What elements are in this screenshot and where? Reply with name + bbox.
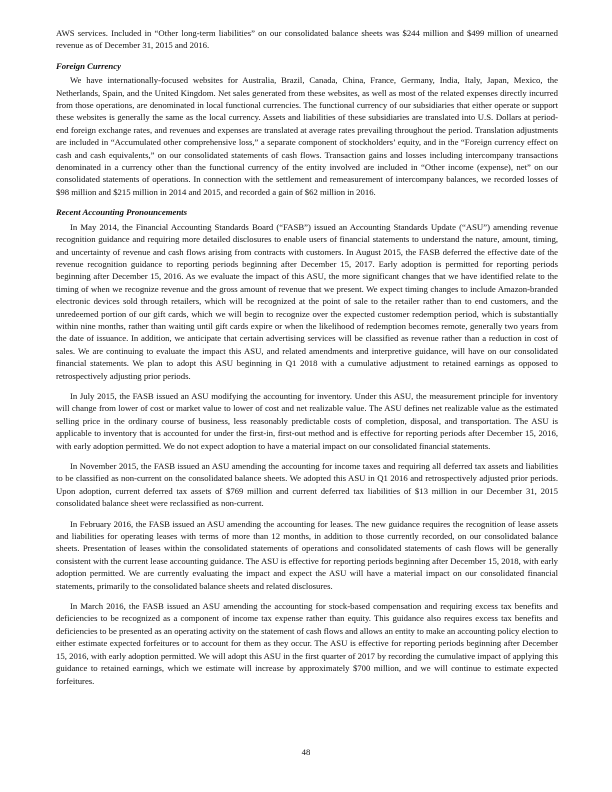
foreign-currency-paragraph: We have internationally-focused websites for Australia, Brazil, Canada, China, France, Germany, India, Italy, Japan, Mexico, the Netherlands, Spain, and the United Kingdom. Net sales generated from these websites, as well as most of the related expenses directly incurred from those operations, are denominated in local functional currencies. The functional currency of our subsidiaries that either operate or support these websites is generally the same as the local currency. Assets and liabilities of these subsidiaries are translated into U.S. Dollars at period-end foreign exchange rates, and revenues and expenses are translated at average rates prevailing throughout the period. Translation adjustments are included in “Accumulated other comprehensive loss,” a separate component of stockholders’ equity, and in the “Foreign currency effect on cash and cash equivalents,” on our consolidated statements of cash flows. Transaction gains and losses including intercompany transactions denominated in a currency other than the functional currency of the entity involved are included in “Other income (expense), net” on our consolidated statements of operations. In connection with the settlement and remeasurement of intercompany balances, we recorded losses of $98 million and $215 million in 2014 and 2015, and recorded a gain of $62 million in 2016. [56, 75, 558, 197]
pronouncement-paragraph-july-2015: In July 2015, the FASB issued an ASU modifying the accounting for inventory. Under this ASU, the measurement principle for inventory will change from lower of cost or market value to lower of cost and net realizable value. The ASU defines net realizable value as the estimated selling price in the ordinary course of business, less reasonably predictable costs of completion, disposal, and transportation. The ASU is applicable to inventory that is accounted for under the first-in, first-out method and is effective for reporting periods after December 15, 2016, with early adoption permitted. We do not expect adoption to have a material impact on our consolidated financial statements. [56, 390, 558, 451]
pronouncement-paragraph-february-2016: In February 2016, the FASB issued an ASU amending the accounting for leases. The new guidance requires the recognition of lease assets and liabilities for operating leases with terms of more than 12 months, in addition to those currently recorded, on our consolidated balance sheets. Presentation of leases within the consolidated statements of operations and consolidated statements of cash flows will be generally consistent with the current lease accounting guidance. The ASU is effective for reporting periods beginning after December 15, 2018, with early adoption permitted. We are currently evaluating the impact and expect the ASU will have a material impact on our consolidated financial statements, primarily to the consolidated balance sheets and related disclosures. [56, 518, 558, 591]
recent-pronouncements-heading: Recent Accounting Pronouncements [56, 207, 187, 218]
pronouncement-paragraph-march-2016: In March 2016, the FASB issued an ASU amending the accounting for stock-based compensation and requiring excess tax benefits and deficiencies to be recognized as a component of income tax expense rather than equity. This guidance also requires excess tax benefits and deficiencies to be presented as an operating activity on the statement of cash flows and allows an entity to make an accounting policy election to either estimate expected forfeitures or to account for them as they occur. The ASU is effective for reporting periods beginning after December 15, 2016, with early adoption permitted. We will adopt this ASU in the first quarter of 2017 by recording the cumulative impact of applying this guidance to retained earnings, which we estimate will increase by approximately $700 million, and we will continue to estimate expected forfeitures. [56, 601, 558, 686]
intro-paragraph: AWS services. Included in “Other long-term liabilities” on our consolidated balance sheets was $244 million and $499 million of unearned revenue as of December 31, 2015 and 2016. [56, 28, 558, 51]
page-number: 48 [301, 747, 311, 757]
document-page [56, 27, 558, 687]
pronouncement-paragraph-may-2014: In May 2014, the Financial Accounting Standards Board (“FASB”) issued an Accounting Standards Update (“ASU”) amending revenue recognition guidance and requiring more detailed disclosures to enable users of financial statements to understand the nature, amount, timing, and uncertainty of revenue and cash flows arising from contracts with customers. In August 2015, the FASB deferred the effective date of the revenue recognition guidance to reporting periods beginning after December 15, 2017. Early adoption is permitted for reporting periods beginning after December 15, 2016. As we evaluate the impact of this ASU, the more significant changes that we have identified relate to the timing of when we recognize revenue and the gross amount of revenue that we present. We expect timing changes to include Amazon-branded electronic devices sold through retailers, which will be recognized at the point of sale to the retailer rather than to end customers, and the unredeemed portion of our gift cards, which we will begin to recognize over the expected customer redemption period, which is substantially within nine months, rather than waiting until gift cards expire or when the likelihood of redemption becomes remote, generally two years from the date of issuance. In addition, we anticipate that certain advertising services will be classified as revenue rather than a reduction in cost of sales. We are continuing to evaluate the impact this ASU, and related amendments and interpretive guidance, will have on our consolidated financial statements. We plan to adopt this ASU beginning in Q1 2018 with a cumulative adjustment to retained earnings as opposed to retrospectively adjusting prior periods. [56, 221, 558, 381]
pronouncement-paragraph-november-2015: In November 2015, the FASB issued an ASU amending the accounting for income taxes and requiring all deferred tax assets and liabilities to be classified as non-current on the consolidated balance sheets. We adopted this ASU in Q1 2016 and retrospectively adjusted prior periods. Upon adoption, current deferred tax assets of $769 million and current deferred tax liabilities of $13 million in our December 31, 2015 consolidated balance sheet were reclassified as non-current. [56, 461, 558, 509]
foreign-currency-heading: Foreign Currency [56, 60, 121, 71]
